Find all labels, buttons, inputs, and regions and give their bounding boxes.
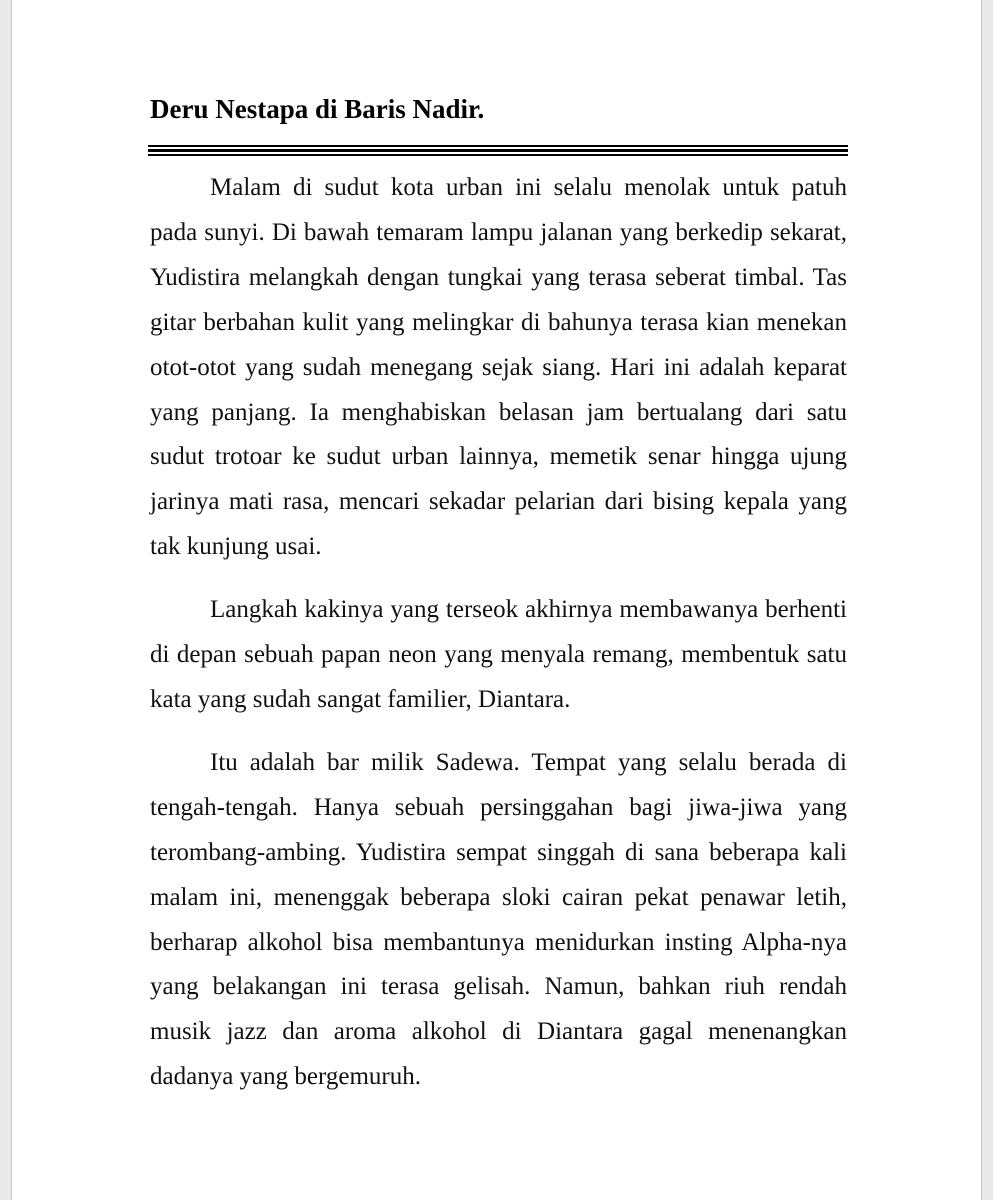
divider-line-top	[148, 145, 848, 147]
document-page	[11, 0, 982, 1200]
paragraph-1: Malam di sudut kota urban ini selalu menolak untuk patuh pada sunyi. Di bawah temaram lampu jalanan yang berkedip sekarat, Yudistira melangkah dengan tungkai yang terasa seberat timbal. Tas gitar berbahan kulit yang melingkar di bahunya terasa kian menekan otot-otot yang sudah menegang sejak siang. Hari ini adalah keparat yang panjang. Ia menghabiskan belasan jam bertualang dari satu sudut trotoar ke sudut urban lainnya, memetik senar hingga ujung jarinya mati rasa, mencari sekadar pelarian dari bising kepala yang tak kunjung usai.	[150, 174, 847, 561]
divider-line-middle	[148, 149, 848, 152]
document-title: Deru Nestapa di Baris Nadir.	[150, 94, 485, 124]
title-divider	[148, 145, 848, 156]
document-body	[150, 166, 847, 1118]
divider-line-bottom	[148, 154, 848, 156]
paragraph-3: Itu adalah bar milik Sadewa. Tempat yang selalu berada di tengah-tengah. Hanya sebuah persinggahan bagi jiwa-jiwa yang terombang-ambing. Yudistira sempat singgah di sana beberapa kali malam ini, menenggak beberapa sloki cairan pekat penawar letih, berharap alkohol bisa membantunya menidurkan insting Alpha-nya yang belakangan ini terasa gelisah. Namun, bahkan riuh rendah musik jazz dan aroma alkohol di Diantara gagal menenangkan dadanya yang bergemuruh.	[150, 748, 847, 1091]
paragraph-2: Langkah kakinya yang terseok akhirnya membawanya berhenti di depan sebuah papan neon yang menyala remang, membentuk satu kata yang sudah sangat familier, Diantara.	[150, 596, 847, 713]
